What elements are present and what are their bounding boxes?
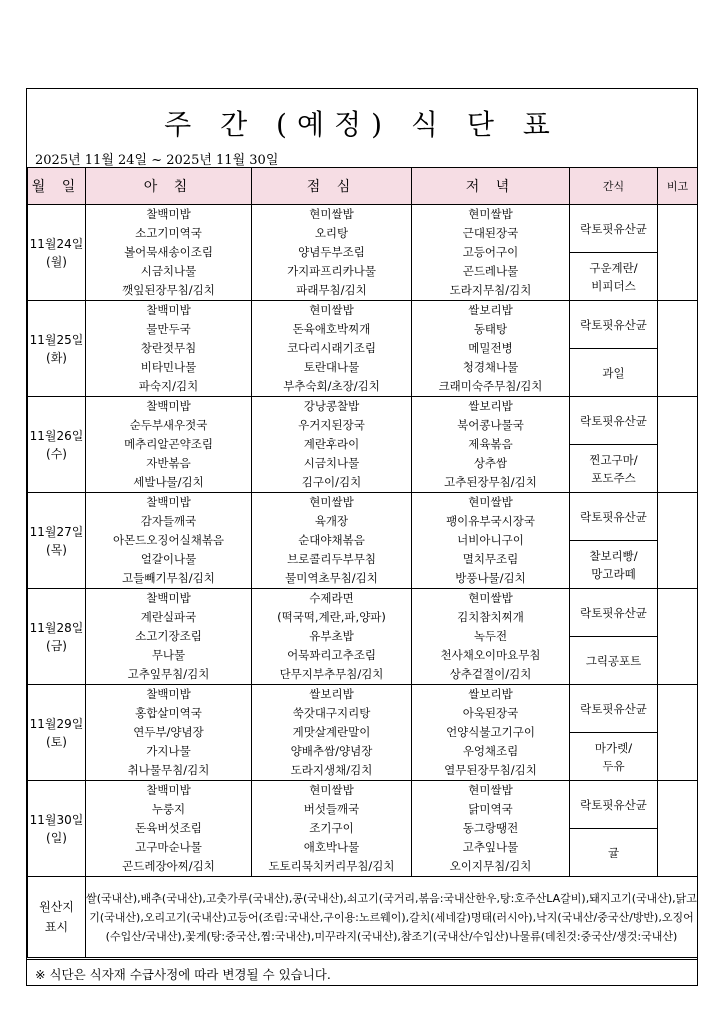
note-cell	[658, 301, 698, 397]
dinner-item: 현미쌀밥	[468, 783, 513, 797]
dinner-item: 우엉채조림	[462, 744, 519, 758]
breakfast-cell	[86, 301, 252, 397]
lunch-item: 수제라면	[309, 591, 354, 605]
snack-second	[570, 253, 658, 301]
lunch-item: 시금치나물	[303, 456, 360, 470]
table-header-row	[28, 168, 698, 205]
dinner-item: 오이지무침/김치	[449, 859, 532, 873]
lunch-item: 조기구이	[309, 821, 354, 835]
breakfast-item: 얼갈이나물	[140, 552, 197, 566]
breakfast-item: 곤드레장아찌/김치	[122, 859, 215, 873]
header-breakfast: 아 침	[86, 168, 252, 205]
note-cell	[658, 685, 698, 781]
snack-second	[570, 349, 658, 397]
page-title: 주 간 (예정) 식 단 표	[164, 108, 560, 141]
dinner-item: 동태탕	[473, 322, 508, 336]
lunch-item: 부추숙회/초장/김치	[283, 379, 380, 393]
lunch-item: 어묵꽈리고추조림	[287, 648, 376, 662]
dinner-item: 쌀보리밥	[468, 303, 513, 317]
dinner-cell	[412, 781, 570, 877]
dinner-item: 동그랑땡전	[462, 821, 519, 835]
breakfast-item: 순두부새우젓국	[129, 418, 208, 432]
snack-second-line: 포도주스	[591, 470, 636, 485]
day-date: 11월25일	[29, 332, 84, 347]
lunch-item: 현미쌀밥	[309, 783, 354, 797]
lunch-item: 물미역초무침/김치	[285, 571, 378, 585]
dinner-item: 방풍나물/김치	[455, 571, 526, 585]
snack-second	[570, 445, 658, 493]
lunch-item: (떡국떡,계란,파,양파)	[277, 610, 386, 624]
breakfast-item: 소고기미역국	[135, 226, 202, 240]
dinner-item: 현미쌀밥	[468, 591, 513, 605]
header-date: 월 일	[28, 168, 86, 205]
weekly-menu-table	[27, 167, 698, 958]
breakfast-item: 찰백미밥	[146, 399, 191, 413]
dinner-item: 상추쌈	[473, 456, 508, 470]
menu-sheet	[26, 88, 698, 986]
breakfast-item: 찰백미밥	[146, 207, 191, 221]
dinner-item: 닭미역국	[468, 802, 513, 816]
dinner-item: 곤드레나물	[462, 264, 519, 278]
breakfast-item: 물만두국	[146, 322, 191, 336]
snack-second	[570, 541, 658, 589]
dinner-item: 상추겉절이/김치	[449, 667, 532, 681]
snack-probiotic: 락토핏유산균	[570, 493, 658, 541]
dinner-item: 크래미숙주무침/김치	[438, 379, 543, 393]
note-cell	[658, 589, 698, 685]
origin-label-line2: 표시	[44, 920, 69, 934]
snack-probiotic: 락토핏유산균	[570, 589, 658, 637]
dinner-item: 고추잎나물	[462, 840, 519, 854]
header-note: 비고	[658, 168, 698, 205]
day-cell	[28, 685, 86, 781]
dinner-cell	[412, 685, 570, 781]
snack-second-line: 망고라떼	[591, 566, 636, 581]
origin-row	[28, 877, 698, 958]
lunch-item: 오리탕	[314, 226, 349, 240]
dinner-item: 열무된장무침/김치	[444, 763, 537, 777]
day-date: 11월30일	[29, 812, 84, 827]
header-lunch: 점 심	[252, 168, 412, 205]
day-date: 11월28일	[29, 620, 84, 635]
lunch-cell	[252, 493, 412, 589]
day-cell	[28, 589, 86, 685]
lunch-item: 유부초밥	[309, 629, 354, 643]
dinner-item: 메밀전병	[468, 341, 513, 355]
lunch-item: 도라지생채/김치	[290, 763, 373, 777]
breakfast-cell	[86, 493, 252, 589]
breakfast-item: 비타민나물	[140, 360, 197, 374]
lunch-item: 우거지된장국	[298, 418, 365, 432]
breakfast-item: 아몬드오징어실채볶음	[112, 533, 225, 547]
table-row	[28, 301, 698, 349]
dinner-cell	[412, 205, 570, 301]
snack-probiotic: 락토핏유산균	[570, 781, 658, 829]
breakfast-cell	[86, 781, 252, 877]
table-row	[28, 205, 698, 253]
dinner-item: 김치참치찌개	[457, 610, 524, 624]
notice-text: ※ 식단은 식자재 수급사정에 따라 변경될 수 있습니다.	[35, 967, 331, 982]
lunch-item: 순대야채볶음	[298, 533, 365, 547]
breakfast-item: 감자들깨국	[140, 514, 197, 528]
breakfast-item: 고구마순나물	[135, 840, 202, 854]
lunch-item: 버섯들깨국	[303, 802, 360, 816]
table-row	[28, 493, 698, 541]
day-weekday: (토)	[46, 734, 67, 749]
dinner-item: 아욱된장국	[462, 706, 519, 720]
breakfast-item: 시금치나물	[140, 264, 197, 278]
lunch-item: 양념두부조림	[298, 245, 365, 259]
note-cell	[658, 205, 698, 301]
day-cell	[28, 493, 86, 589]
dinner-item: 너비아니구이	[457, 533, 524, 547]
breakfast-item: 누룽지	[151, 802, 186, 816]
origin-label-line1: 원산지	[39, 900, 74, 914]
snack-second-line: 구운계란/	[589, 260, 638, 275]
snack-second-line: 마가렛/	[594, 740, 633, 755]
snack-second-line: 찰보리빵/	[589, 548, 638, 563]
breakfast-item: 자반볶음	[146, 456, 191, 470]
dinner-item: 천사채오이마요무침	[440, 648, 541, 662]
breakfast-item: 볼어묵새송이조림	[124, 245, 213, 259]
day-cell	[28, 301, 86, 397]
breakfast-item: 연두부/양념장	[133, 725, 204, 739]
snack-probiotic: 락토핏유산균	[570, 301, 658, 349]
lunch-item: 김구이/김치	[301, 475, 362, 489]
note-cell	[658, 493, 698, 589]
breakfast-cell	[86, 685, 252, 781]
dinner-item: 현미쌀밥	[468, 207, 513, 221]
lunch-cell	[252, 205, 412, 301]
dinner-cell	[412, 397, 570, 493]
lunch-cell	[252, 685, 412, 781]
breakfast-item: 찰백미밥	[146, 591, 191, 605]
breakfast-item: 찰백미밥	[146, 687, 191, 701]
lunch-cell	[252, 781, 412, 877]
lunch-cell	[252, 301, 412, 397]
dinner-item: 고추된장무침/김치	[444, 475, 537, 489]
day-weekday: (화)	[46, 350, 67, 365]
lunch-cell	[252, 397, 412, 493]
day-weekday: (월)	[46, 254, 67, 269]
snack-probiotic: 락토핏유산균	[570, 685, 658, 733]
lunch-item: 단무지부추무침/김치	[279, 667, 384, 681]
breakfast-item: 무나물	[151, 648, 186, 662]
breakfast-cell	[86, 397, 252, 493]
lunch-item: 도토리묵치커리무침/김치	[268, 859, 395, 873]
dinner-item: 청경채나물	[462, 360, 519, 374]
breakfast-item: 깻잎된장무침/김치	[122, 283, 215, 297]
day-weekday: (일)	[46, 830, 67, 845]
breakfast-item: 찰백미밥	[146, 303, 191, 317]
dinner-item: 팽이유부국시장국	[446, 514, 535, 528]
day-weekday: (수)	[46, 446, 67, 461]
snack-second-line: 찐고구마/	[589, 452, 638, 467]
day-date: 11월26일	[29, 428, 84, 443]
breakfast-item: 창란젓무침	[140, 341, 197, 355]
breakfast-item: 찰백미밥	[146, 783, 191, 797]
dinner-item: 쌀보리밥	[468, 687, 513, 701]
breakfast-item: 홍합살미역국	[135, 706, 202, 720]
lunch-item: 쌀보리밥	[309, 687, 354, 701]
header-dinner: 저 녁	[412, 168, 570, 205]
breakfast-item: 돈육버섯조림	[135, 821, 202, 835]
date-range: 2025년 11월 24일 ~ 2025년 11월 30일	[35, 153, 279, 168]
lunch-item: 가지파프리카나물	[287, 264, 376, 278]
note-cell	[658, 397, 698, 493]
lunch-item: 강낭콩찰밥	[303, 399, 360, 413]
day-weekday: (목)	[46, 542, 67, 557]
breakfast-item: 파숙지/김치	[138, 379, 199, 393]
breakfast-item: 메추리알곤약조림	[124, 437, 213, 451]
snack-probiotic: 락토핏유산균	[570, 397, 658, 445]
dinner-item: 근대된장국	[462, 226, 519, 240]
breakfast-cell	[86, 205, 252, 301]
breakfast-cell	[86, 589, 252, 685]
dinner-item: 제육볶음	[468, 437, 513, 451]
day-cell	[28, 397, 86, 493]
dinner-item: 고등어구이	[462, 245, 519, 259]
snack-second	[570, 829, 658, 877]
origin-label	[28, 877, 86, 958]
snack-second-line: 과일	[602, 365, 625, 380]
lunch-item: 애호박나물	[303, 840, 360, 854]
breakfast-item: 고들빼기무침/김치	[122, 571, 215, 585]
snack-probiotic: 락토핏유산균	[570, 205, 658, 253]
snack-second	[570, 637, 658, 685]
lunch-item: 게맛살계란말이	[292, 725, 371, 739]
header-snack: 간식	[570, 168, 658, 205]
dinner-item: 북어콩나물국	[457, 418, 524, 432]
dinner-item: 현미쌀밥	[468, 495, 513, 509]
lunch-cell	[252, 589, 412, 685]
snack-second-line: 두유	[602, 758, 625, 773]
day-weekday: (금)	[46, 638, 67, 653]
lunch-item: 현미쌀밥	[309, 207, 354, 221]
day-date: 11월24일	[29, 236, 84, 251]
table-row	[28, 685, 698, 733]
dinner-item: 쌀보리밥	[468, 399, 513, 413]
dinner-cell	[412, 493, 570, 589]
breakfast-item: 고추잎무침/김치	[127, 667, 210, 681]
dinner-item: 도라지무침/김치	[449, 283, 532, 297]
table-row	[28, 781, 698, 829]
day-cell	[28, 205, 86, 301]
lunch-item: 쑥갓대구지리탕	[292, 706, 371, 720]
lunch-item: 계란후라이	[303, 437, 360, 451]
breakfast-item: 취나물무침/김치	[127, 763, 210, 777]
table-row	[28, 397, 698, 445]
table-row	[28, 589, 698, 637]
lunch-item: 양배추쌈/양념장	[290, 744, 373, 758]
day-date: 11월27일	[29, 524, 84, 539]
origin-text: 쌀(국내산),배추(국내산),고춧가루(국내산),콩(국내산),쇠고기(국거리,볶음:국내산한우,탕:호주산LA갈비),돼지고기(국내산),닭고기(국내산),오리고기(국내산)고등어(조림:국내산,구이용:노르웨이),갈치(세네갈)명태(러시아),낙지(국내산/중국산/방반),오징어(수입산/국내산),꽃게(탕:중국산,찜:국내산),미꾸라지(국내산),참조기(국내산/수입산)나물류(데친것:중국산/생것:국내산)	[86, 877, 698, 958]
dinner-cell	[412, 589, 570, 685]
dinner-cell	[412, 301, 570, 397]
breakfast-item: 소고기장조림	[135, 629, 202, 643]
snack-second	[570, 733, 658, 781]
lunch-item: 파래무침/김치	[296, 283, 367, 297]
lunch-item: 현미쌀밥	[309, 495, 354, 509]
snack-second-line: 비피더스	[591, 278, 636, 293]
breakfast-item: 계란실파국	[140, 610, 197, 624]
snack-second-line: 그릭공포트	[585, 653, 642, 668]
lunch-item: 육개장	[314, 514, 349, 528]
lunch-item: 돈육애호박찌개	[292, 322, 371, 336]
lunch-item: 코다리시래기조림	[287, 341, 376, 355]
breakfast-item: 찰백미밥	[146, 495, 191, 509]
snack-second-line: 귤	[607, 845, 620, 860]
lunch-item: 브로콜리두부무침	[287, 552, 376, 566]
dinner-item: 언양식불고기구이	[446, 725, 535, 739]
dinner-item: 멸치무조림	[462, 552, 519, 566]
lunch-item: 토란대나물	[303, 360, 360, 374]
breakfast-item: 가지나물	[146, 744, 191, 758]
day-cell	[28, 781, 86, 877]
note-cell	[658, 781, 698, 877]
dinner-item: 녹두전	[473, 629, 508, 643]
breakfast-item: 세발나물/김치	[133, 475, 204, 489]
lunch-item: 현미쌀밥	[309, 303, 354, 317]
day-date: 11월29일	[29, 716, 84, 731]
